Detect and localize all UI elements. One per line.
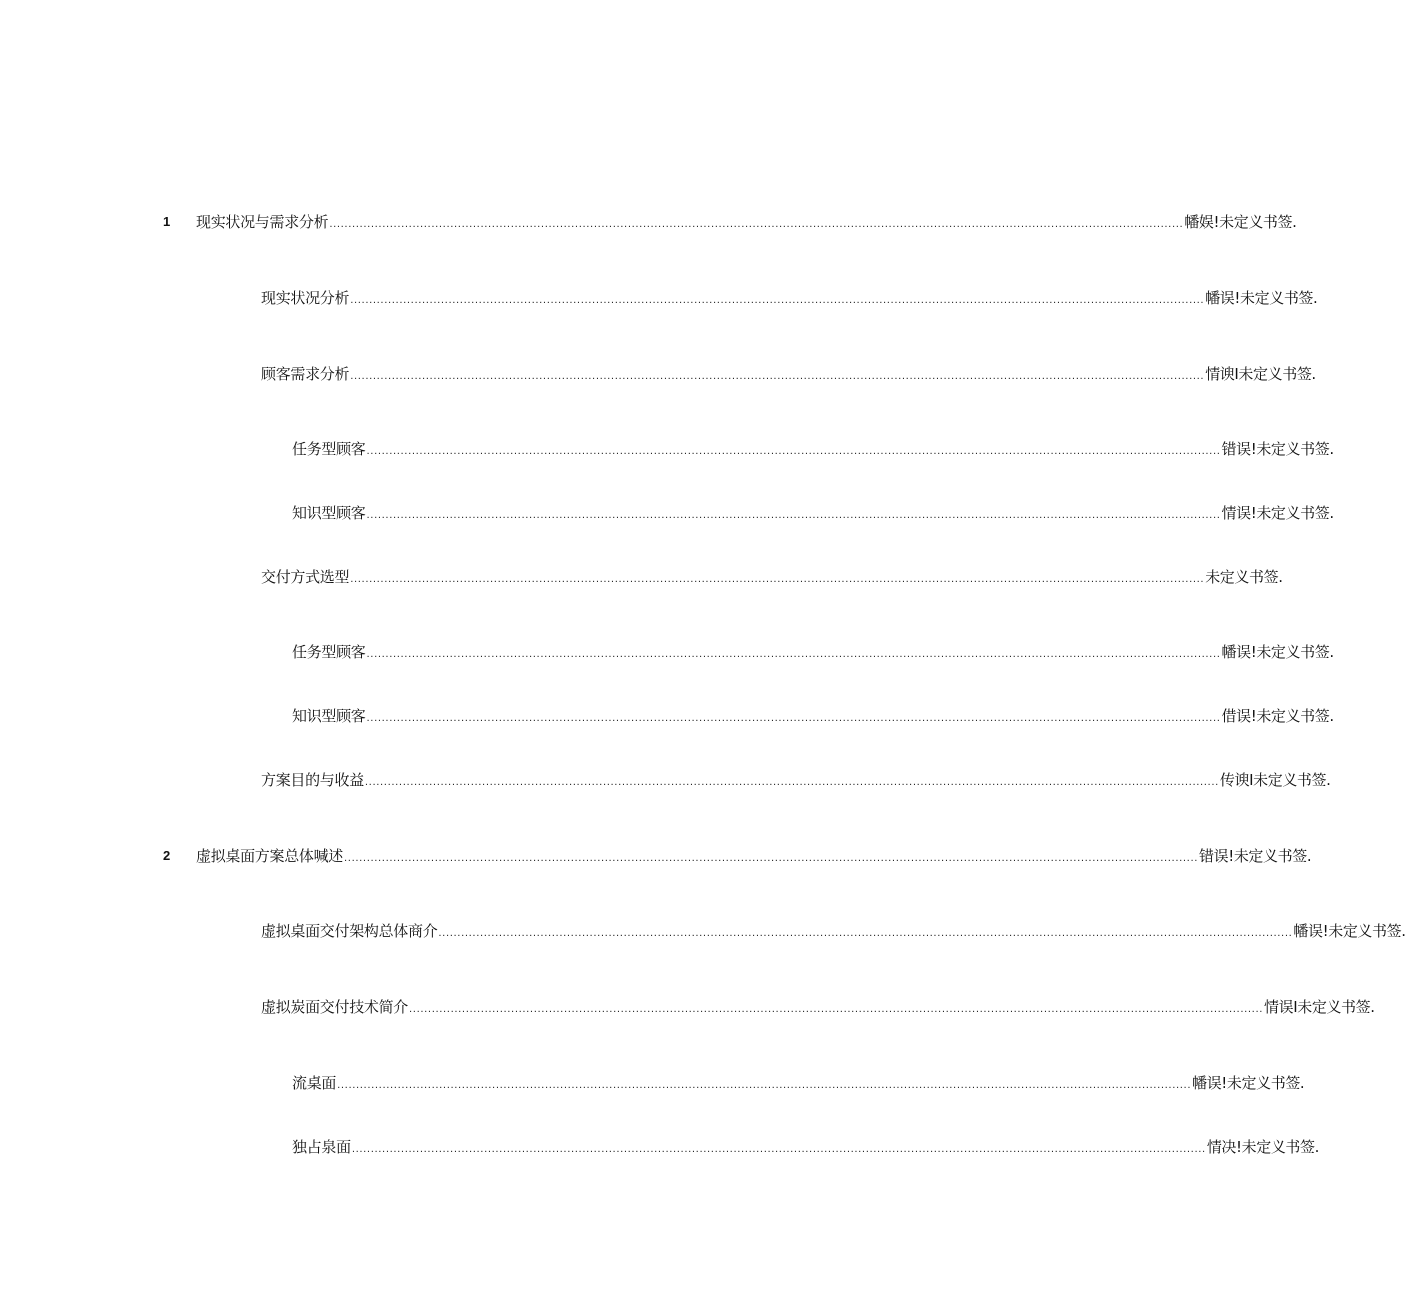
- toc-entry-page-ref: 幡误!未定义书签.: [1221, 643, 1334, 661]
- toc-dot-leader: ..................................................................................................................................................................................................................................: [351, 1144, 1206, 1155]
- toc-entry-1-4[interactable]: [261, 768, 1331, 792]
- toc-entry-2-2-2[interactable]: [292, 1135, 1319, 1159]
- toc-entry-1-1[interactable]: [261, 286, 1318, 310]
- toc-entry-1-3-1[interactable]: [292, 640, 1334, 664]
- toc-entry-1-3-2[interactable]: [292, 704, 1334, 728]
- toc-entry-2-2-1[interactable]: [292, 1071, 1305, 1095]
- toc-entry-title: 现实状况与需求分析: [196, 213, 329, 231]
- toc-dot-leader: ..................................................................................................................................................................................................................................: [366, 649, 1221, 660]
- toc-dot-leader: ..................................................................................................................................................................................................................................: [438, 928, 1293, 939]
- toc-entry-title: 顾客需求分析: [261, 365, 350, 383]
- toc-entry-1-3[interactable]: [261, 565, 1283, 589]
- toc-entry-page-ref: 未定义书签.: [1205, 568, 1283, 586]
- toc-entry-number: 1: [163, 214, 171, 229]
- toc-entry-page-ref: 幡误!未定义书签.: [1293, 922, 1406, 940]
- toc-entry-2-1[interactable]: [261, 919, 1406, 943]
- toc-dot-leader: ..................................................................................................................................................................................................................................: [344, 853, 1199, 864]
- toc-dot-leader: ..................................................................................................................................................................................................................................: [366, 713, 1221, 724]
- toc-entry-number: 2: [163, 848, 171, 863]
- toc-dot-leader: ..................................................................................................................................................................................................................................: [366, 510, 1221, 521]
- toc-entry-title: 流桌面: [292, 1074, 337, 1092]
- toc-entry-title: 现实状况分析: [261, 289, 350, 307]
- toc-entry-page-ref: 情决!未定义书签.: [1206, 1138, 1319, 1156]
- toc-entry-page-ref: 情误!未定义书签.: [1221, 504, 1334, 522]
- toc-entry-2[interactable]: [163, 844, 1312, 868]
- toc-entry-page-ref: 幡娱!未定义书签.: [1184, 213, 1297, 231]
- toc-dot-leader: ..................................................................................................................................................................................................................................: [337, 1080, 1192, 1091]
- toc-entry-title: 虚拟炭面交付技术简介: [261, 998, 409, 1016]
- toc-dot-leader: ..................................................................................................................................................................................................................................: [366, 446, 1221, 457]
- toc-entry-title: 任务型顾客: [292, 440, 366, 458]
- toc-dot-leader: ..................................................................................................................................................................................................................................: [409, 1004, 1264, 1015]
- toc-entry-page-ref: 错误!未定义书签.: [1221, 440, 1334, 458]
- toc-entry-title: 任务型顾客: [292, 643, 366, 661]
- toc-entry-page-ref: 情误I未定义书签.: [1264, 998, 1375, 1016]
- toc-dot-leader: ..................................................................................................................................................................................................................................: [329, 219, 1184, 230]
- toc-entry-1-2[interactable]: [261, 362, 1316, 386]
- toc-entry-1[interactable]: [163, 210, 1297, 234]
- toc-dot-leader: ..................................................................................................................................................................................................................................: [350, 371, 1205, 382]
- toc-entry-title: 知识型顾客: [292, 707, 366, 725]
- toc-entry-title: 方案目的与收益: [261, 771, 364, 789]
- toc-dot-leader: ..................................................................................................................................................................................................................................: [350, 295, 1205, 306]
- toc-dot-leader: ..................................................................................................................................................................................................................................: [350, 574, 1205, 585]
- toc-entry-2-2[interactable]: [261, 995, 1375, 1019]
- toc-entry-1-2-2[interactable]: [292, 501, 1334, 525]
- toc-entry-page-ref: 幡误!未定义书签.: [1205, 289, 1318, 307]
- toc-entry-page-ref: 借误!未定义书签.: [1221, 707, 1334, 725]
- toc-entry-title: 虚拟桌面方案总体喊述: [196, 847, 344, 865]
- toc-entry-1-2-1[interactable]: [292, 437, 1334, 461]
- toc-entry-title: 交付方式选型: [261, 568, 350, 586]
- toc-entry-page-ref: 错误!未定义书签.: [1199, 847, 1312, 865]
- toc-entry-page-ref: 情谀I未定义书签.: [1205, 365, 1316, 383]
- toc-entry-title: 独占泉面: [292, 1138, 351, 1156]
- toc-dot-leader: ..................................................................................................................................................................................................................................: [364, 777, 1219, 788]
- toc-entry-page-ref: 传谀I未定义书签.: [1219, 771, 1331, 789]
- toc-entry-title: 知识型顾客: [292, 504, 366, 522]
- toc-entry-page-ref: 幡误!未定义书签.: [1192, 1074, 1305, 1092]
- toc-entry-title: 虚拟桌面交付架构总体商介: [261, 922, 438, 940]
